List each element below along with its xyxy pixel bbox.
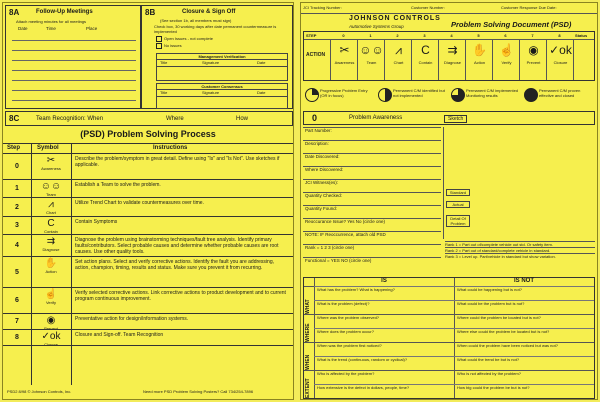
action-icon-cell[interactable] — [438, 40, 466, 80]
step-number: 1 — [15, 185, 19, 192]
step-symbol — [31, 218, 71, 234]
is-question[interactable]: Who is affected by the problem? — [317, 371, 375, 376]
recognition-where-label: Where — [166, 116, 184, 122]
col-time: Time — [46, 26, 56, 31]
step-symbol-label: Diagnose — [42, 247, 60, 252]
problem-awareness-header — [303, 111, 595, 125]
is-not-question[interactable]: When could the problem have been noticed but was not? — [457, 343, 558, 348]
customer-response-due-field[interactable]: Customer Response Due Date: — [501, 5, 557, 10]
step-number: 2 — [15, 203, 19, 211]
process-step-row — [3, 197, 293, 217]
document-title: Problem Solving Document (PSD) — [451, 20, 572, 29]
awareness-field[interactable]: Quantity Checked: — [303, 192, 441, 205]
col-date: Date — [18, 26, 28, 31]
action-icon: ☺☺ — [359, 43, 384, 57]
step-number-cell: 4 — [450, 33, 453, 38]
step-symbol-icon: ◉ — [46, 315, 56, 326]
section-8a — [5, 5, 141, 109]
awareness-field[interactable]: Rank = 1 2 3 (circle one) — [303, 244, 441, 257]
step-instruction: Preventative action for design/information systems. — [75, 316, 189, 322]
awareness-field[interactable]: Reoccurance Issue? Yes No (circle one) — [303, 218, 441, 231]
customer-number-field[interactable]: Customer Number: — [411, 5, 445, 10]
legend-label: Permanent C/M identified but not implemented — [393, 88, 445, 98]
step-number-cell: 7 — [531, 33, 534, 38]
actual-label: Actual — [446, 201, 470, 208]
step-symbol-label: Awareness — [41, 166, 61, 171]
awareness-step-number: 0 — [312, 113, 318, 123]
process-step-row — [3, 287, 293, 314]
col-place: Place — [86, 26, 98, 31]
process-step-row — [3, 329, 293, 346]
is-question[interactable]: How extensive is the defect in dollars, people, time? — [317, 385, 410, 390]
customer-consensus-table: Customer Consensus Title Signature Date — [156, 83, 288, 109]
is-question[interactable]: What is the problem (defect)? — [317, 301, 370, 306]
step-action-table — [303, 31, 595, 81]
header-instructions: Instructions — [153, 145, 188, 151]
is-question[interactable]: What has the problem? What is happening? — [317, 287, 395, 292]
step-instruction: Establish a Team to solve the problem. — [75, 182, 161, 188]
step-number-cell: 2 — [396, 33, 399, 38]
awareness-field[interactable]: JCI Witness(es): — [303, 179, 441, 192]
header-step: Step — [7, 145, 21, 151]
process-step-row — [3, 153, 293, 180]
header-symbol: Symbol — [37, 145, 59, 151]
section-8b-instruction: Check box, 30 working days after date permanent countermeasure is implemented — [154, 24, 277, 34]
sketch-area[interactable] — [443, 127, 594, 239]
awareness-field[interactable]: Description: — [303, 140, 441, 153]
group-label: EXTENT — [305, 378, 311, 398]
rank-1-definition: Rank 1 = Part out of/complete vehicle out std. Or safety item. — [445, 241, 595, 247]
action-icon-cell[interactable] — [492, 40, 520, 80]
section-8c — [5, 111, 293, 126]
action-icon-label: Verify — [501, 60, 512, 65]
legend-item — [449, 86, 521, 106]
action-icon: ✋ — [472, 43, 487, 57]
awareness-field[interactable]: NOTE: IF Reoccurrence, attach old PSD — [303, 231, 441, 244]
action-icon-label: Action — [473, 60, 486, 65]
status-circle-icon — [524, 88, 538, 102]
is-question[interactable]: What is the trend (continuous, random or cyclical)? — [317, 357, 408, 362]
status-cell[interactable] — [573, 40, 595, 80]
is-question[interactable]: Where does the problem occur? — [317, 329, 374, 334]
step-symbol-icon: ✓ok — [41, 331, 61, 342]
action-icon: ⇉ — [447, 43, 458, 57]
group-label: WHAT — [305, 299, 311, 314]
action-icon: ☝ — [499, 43, 514, 57]
is-not-question[interactable]: How big could the problem be but is not? — [457, 385, 530, 390]
legend-item — [376, 86, 448, 106]
step-number: 8 — [15, 334, 19, 341]
is-not-question[interactable]: Where else could the problem be located but is not? — [457, 329, 550, 334]
action-icon-cell[interactable] — [357, 40, 385, 80]
is-not-question[interactable]: Where could the problem be located but is not? — [457, 315, 541, 320]
step-symbol — [31, 236, 71, 252]
section-8a-subtitle: Attach meeting minutes for all meetings — [16, 19, 87, 24]
action-icon-cell[interactable] — [465, 40, 493, 80]
rank-definitions — [445, 241, 595, 271]
legend-item — [522, 86, 594, 106]
brand-logo-text: JOHNSON CONTROLS — [349, 15, 441, 22]
step-symbol — [31, 258, 71, 274]
group-label: WHERE — [305, 323, 311, 342]
step-number: 5 — [15, 268, 19, 276]
is-not-question[interactable]: What could be happening but is not? — [457, 287, 522, 292]
step-symbol-icon: ☺☺ — [40, 181, 62, 192]
awareness-field[interactable]: Part Number: — [303, 127, 441, 140]
status-legend — [303, 82, 595, 108]
action-icon: ✂ — [339, 43, 350, 57]
option-open-issues[interactable]: Open Issues - not complete — [156, 36, 213, 42]
group-label: WHEN — [305, 354, 311, 370]
section-8a-number: 8A — [9, 8, 20, 17]
action-icon-label: Prevent — [526, 60, 541, 65]
action-icon-cell[interactable] — [384, 40, 412, 80]
step-instruction: Diagnose the problem using brainstorming techniques/fault tree analysis. Identify primary faults/contributors. Select probable causes and determine whether probable causes are root causes. Use other quality tools. — [75, 237, 279, 255]
footer-poster-note: Need more PSD Problem Solving Posters? Call 734/254-7896 — [143, 389, 254, 394]
action-icon-label: Awareness — [334, 60, 355, 65]
step-number-cell: 3 — [423, 33, 426, 38]
section-8a-title: Follow-Up Meetings — [36, 9, 93, 15]
section-8c-number: 8C — [9, 114, 20, 123]
is-question[interactable]: Where was the problem observed? — [317, 315, 380, 320]
step-instruction: Set action plans. Select and verify corrective actions. Identify the fault you are addressing, action, champion, timing, results and status. Make sure you prevent it from recurring. — [75, 259, 274, 271]
awareness-field[interactable]: Quantity Found: — [303, 205, 441, 218]
step-symbol-icon: ⩘ — [48, 199, 54, 210]
step-symbol-icon: ⇉ — [46, 236, 56, 247]
status-circle-icon — [378, 88, 392, 102]
awareness-field[interactable]: Functional = YES NO (circle one) — [303, 257, 441, 270]
step-number: 0 — [15, 163, 19, 170]
legend-item — [303, 86, 375, 106]
detail-of-problem-label: Detail Of Problem — [446, 215, 470, 227]
is-not-question[interactable]: Who is not affected by the problem? — [457, 371, 521, 376]
action-icon-cell[interactable] — [546, 40, 574, 80]
awareness-field[interactable]: Where Discovered: — [303, 166, 441, 179]
step-number-cell: 0 — [342, 33, 345, 38]
is-not-header: IS NOT — [513, 278, 534, 284]
process-step-row — [3, 313, 293, 330]
is-is-not-table — [303, 277, 595, 399]
action-label: ACTION — [306, 52, 326, 58]
status-label: Status — [575, 33, 588, 38]
step-number: 3 — [15, 222, 19, 229]
step-number-cell: 8 — [558, 33, 561, 38]
process-title: (PSD) Problem Solving Process — [80, 129, 216, 139]
process-step-row — [3, 234, 293, 257]
section-8b-subtitle: (See section 1b, all members must sign) — [160, 18, 232, 23]
management-verification-table: Management Verification Title Signature Date — [156, 53, 288, 81]
step-number-cell: 5 — [477, 33, 480, 38]
process-step-row — [3, 256, 293, 288]
rank-2-definition: Rank 2 = Part out of standard/complete vehicle in standard. — [445, 247, 595, 253]
step-number-cell: 6 — [504, 33, 507, 38]
process-step-row — [3, 216, 293, 235]
step-symbol-label: Closure — [44, 342, 58, 347]
step-symbol-label: Action — [45, 269, 57, 274]
action-icon: C — [421, 43, 430, 57]
recognition-when-label: Team Recognition: When — [36, 116, 104, 122]
step-symbol-label: Chart — [46, 210, 56, 215]
step-label: STEP — [306, 33, 317, 38]
step-number: 7 — [15, 318, 19, 325]
step-symbol — [31, 155, 71, 171]
action-icon: ◉ — [528, 43, 539, 57]
legend-label: Progressive Problem Entry (OR in focus) — [320, 88, 368, 98]
section-8b-title: Closure & Sign Off — [182, 9, 236, 15]
step-instruction: Closure and Sign-off. Team Recognition — [75, 332, 164, 338]
action-icon-label: Contain — [418, 60, 433, 65]
step-symbol-icon: ✂ — [46, 155, 56, 166]
is-not-question[interactable]: What could be the problem but is not? — [457, 301, 525, 306]
step-number-cell: 1 — [369, 33, 372, 38]
legend-label: Permanent C/M implemented Monitoring results — [466, 88, 519, 98]
step-symbol-icon: C — [47, 218, 55, 229]
jci-tracking-number-field[interactable]: JCI Tracking Number: — [303, 5, 342, 10]
brand-subtitle: Automotive Systems Group — [349, 24, 404, 29]
action-icon-cell[interactable] — [411, 40, 439, 80]
sketch-label: Sketch — [444, 115, 467, 123]
is-question[interactable]: When was the problem first noticed? — [317, 343, 382, 348]
section-8b-number: 8B — [145, 8, 156, 17]
action-icon-cell[interactable] — [519, 40, 547, 80]
step-instruction: Contain Symptoms — [75, 219, 118, 225]
action-icon-label: Chart — [393, 60, 404, 65]
step-symbol-icon: ☝ — [44, 289, 58, 300]
step-number: 4 — [15, 242, 19, 249]
standard-label: Standard — [446, 189, 470, 196]
open-issues-checkbox[interactable] — [156, 36, 162, 42]
step-symbol — [31, 289, 71, 305]
legend-label: Permanent C/M proven effective and closed — [539, 88, 581, 98]
step-symbol-label: Team — [46, 192, 56, 197]
footer-copyright: PSD2 8/98 © Johnson Controls, Inc. — [7, 389, 72, 394]
action-icon: ⩘ — [395, 43, 402, 57]
step-symbol — [31, 199, 71, 215]
step-instruction: Describe the problem/symptom in great detail. Define using "Is" and "Is Not". Use sketches if applicable. — [75, 156, 280, 168]
is-header: IS — [381, 278, 387, 284]
step-symbol-label: Contain — [44, 229, 58, 234]
top-fields — [301, 5, 597, 13]
step-instruction: Verify selected corrective actions. Link corrective actions to product development and to current program continuous improvement. — [75, 290, 286, 302]
step-symbol-label: Verify — [45, 300, 56, 305]
status-circle-icon — [451, 88, 465, 102]
process-step-row — [3, 179, 293, 198]
option-no-issues[interactable]: No issues — [156, 43, 182, 49]
is-not-question[interactable]: What could the trend be but is not? — [457, 357, 520, 362]
psd-form-sheet — [300, 2, 598, 400]
status-circle-icon — [305, 88, 319, 102]
step-instruction: Utilize Trend Chart to validate countermeasures over time. — [75, 200, 204, 206]
no-issues-checkbox[interactable] — [156, 43, 162, 49]
awareness-fields — [303, 127, 443, 277]
rank-3-definition: Rank 3 = Level up. Part/vehicle in standard but show variation. — [445, 253, 595, 259]
action-icon-label: Team — [366, 60, 377, 65]
step-symbol — [31, 181, 71, 197]
section-8b — [141, 5, 293, 109]
step-number: 6 — [15, 297, 19, 304]
step-symbol-label: Prevent — [44, 326, 58, 331]
action-icon: ✓ok — [549, 43, 572, 57]
awareness-field[interactable]: Date Discovered: — [303, 153, 441, 166]
recognition-how-label: How — [236, 116, 249, 122]
action-icon-label: Diagnose — [444, 60, 461, 65]
action-icon-cell[interactable] — [330, 40, 358, 80]
process-sheet — [2, 2, 294, 400]
awareness-title: Problem Awareness — [349, 115, 403, 121]
step-symbol-icon: ✋ — [44, 258, 58, 269]
action-icon-label: Closure — [553, 60, 568, 65]
